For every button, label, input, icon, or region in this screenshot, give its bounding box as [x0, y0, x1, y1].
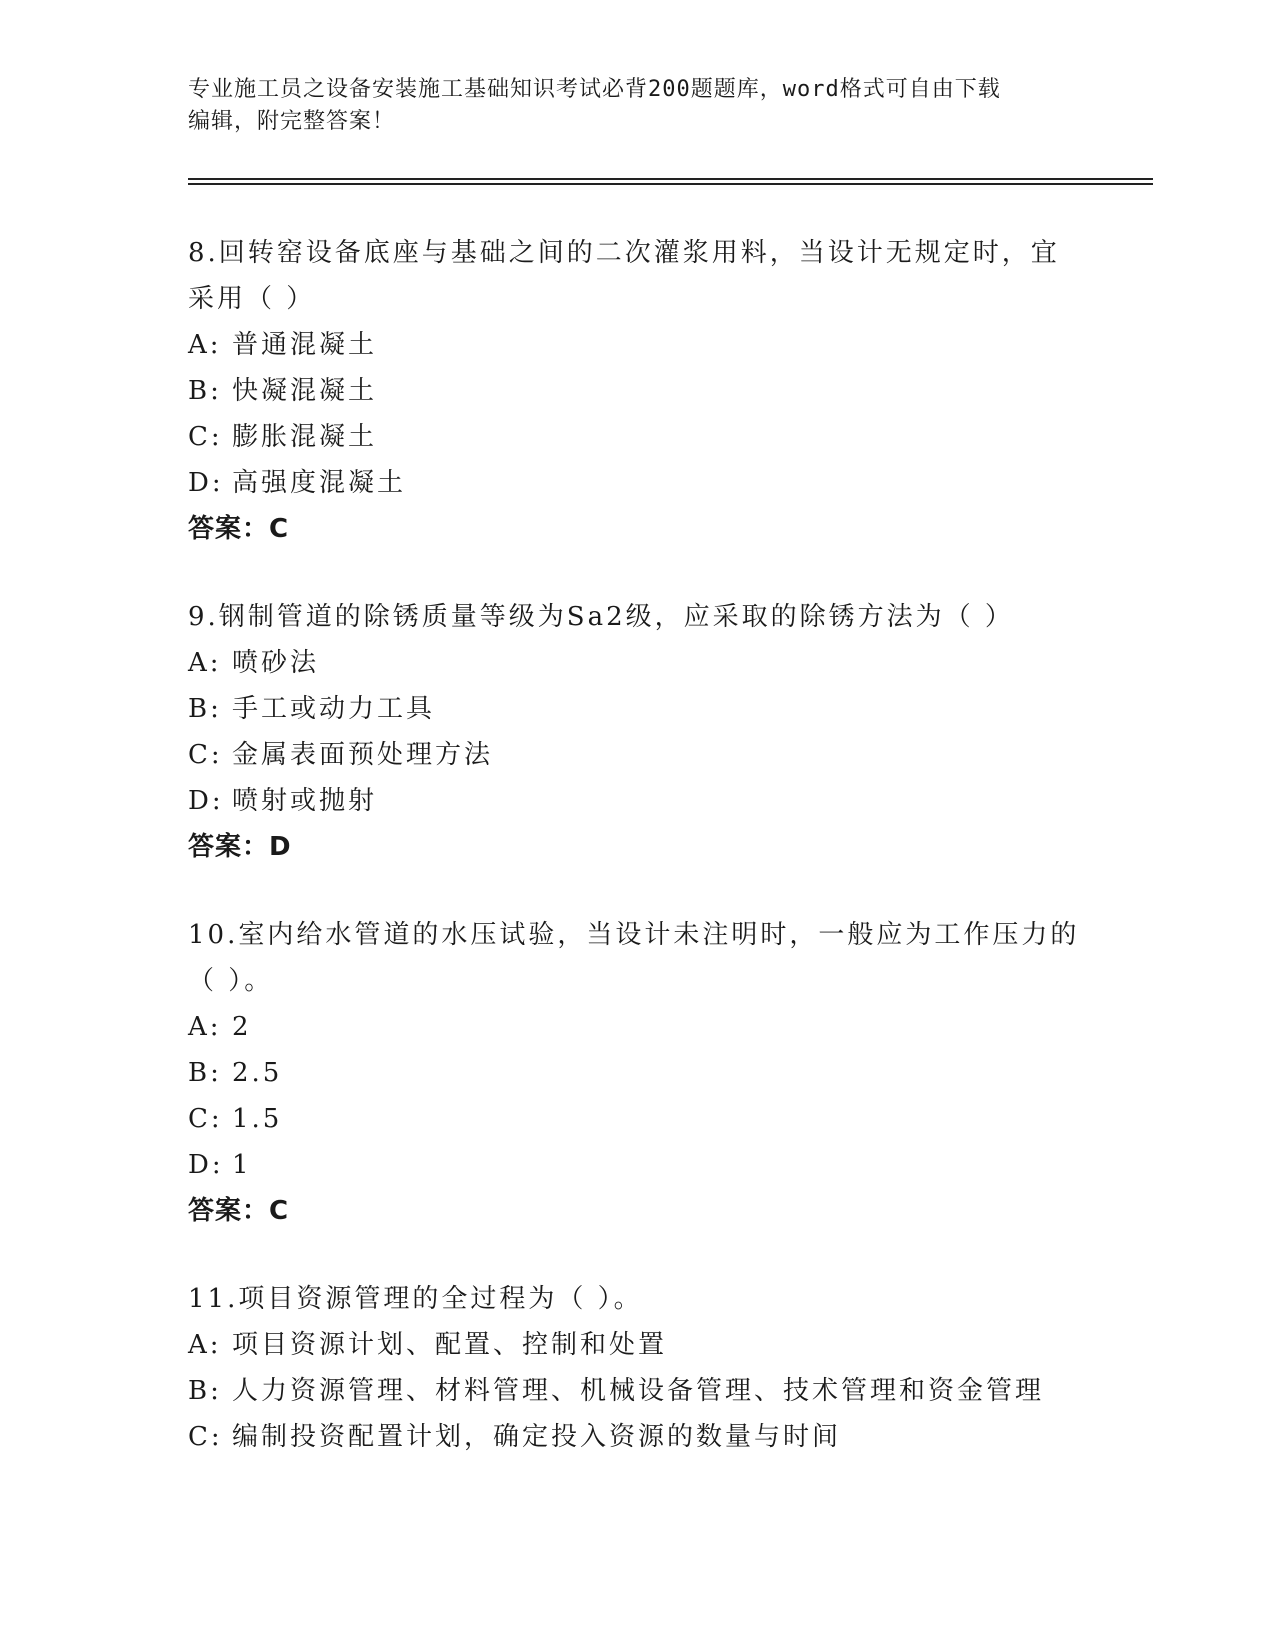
option-d: [188, 460, 1088, 506]
option-letter: C:: [188, 740, 223, 770]
document-header: [188, 74, 1068, 138]
option-c: [188, 1414, 1088, 1460]
option-letter: D:: [188, 468, 224, 498]
option-letter: D:: [188, 1150, 224, 1180]
option-letter: C:: [188, 1422, 223, 1452]
option-text: 人力资源管理、材料管理、机械设备管理、技术管理和资金管理: [232, 1376, 1045, 1406]
header-divider-top: [188, 178, 1153, 180]
question-10: [188, 912, 1088, 1234]
header-line-1: 专业施工员之设备安装施工基础知识考试必背200题题库，word格式可自由下载: [188, 77, 1001, 102]
option-b: [188, 686, 1088, 732]
option-text: 项目资源计划、配置、控制和处置: [232, 1330, 668, 1360]
option-c: [188, 732, 1088, 778]
option-letter: A:: [188, 1012, 222, 1042]
question-text: 9.钢制管道的除锈质量等级为Sa2级，应采取的除锈方法为（ ）: [188, 602, 1014, 632]
option-a: [188, 322, 1088, 368]
option-letter: C:: [188, 1104, 223, 1134]
question-8: [188, 230, 1088, 552]
option-letter: A:: [188, 330, 222, 360]
question-text: 10.室内给水管道的水压试验，当设计未注明时，一般应为工作压力的（ ）。: [188, 920, 1080, 996]
option-letter: B:: [188, 1376, 222, 1406]
option-d: [188, 1142, 1088, 1188]
question-9: [188, 594, 1088, 870]
answer-text: 答案：C: [188, 514, 290, 544]
header-divider-bottom: [188, 183, 1153, 185]
option-text: 1: [232, 1150, 252, 1180]
header-line-2: 编辑，附完整答案！: [188, 109, 396, 134]
option-b: [188, 368, 1088, 414]
option-text: 金属表面预处理方法: [232, 740, 494, 770]
option-text: 1.5: [232, 1104, 283, 1134]
option-text: 高强度混凝土: [232, 468, 407, 498]
question-text: 11.项目资源管理的全过程为（ ）。: [188, 1284, 643, 1314]
option-text: 编制投资配置计划，确定投入资源的数量与时间: [232, 1422, 842, 1452]
answer-text: 答案：C: [188, 1196, 290, 1226]
question-text: 8.回转窑设备底座与基础之间的二次灌浆用料，当设计无规定时，宜采用（ ）: [188, 238, 1060, 314]
option-a: [188, 1004, 1088, 1050]
option-letter: C:: [188, 422, 223, 452]
option-text: 2: [232, 1012, 252, 1042]
option-b: [188, 1368, 1088, 1414]
option-letter: B:: [188, 376, 222, 406]
option-text: 喷射或抛射: [232, 786, 378, 816]
option-text: 快凝混凝土: [232, 376, 378, 406]
option-letter: D:: [188, 786, 224, 816]
option-text: 膨胀混凝土: [232, 422, 378, 452]
option-c: [188, 1096, 1088, 1142]
option-b: [188, 1050, 1088, 1096]
question-11: [188, 1276, 1088, 1460]
option-text: 喷砂法: [232, 648, 320, 678]
option-a: [188, 640, 1088, 686]
option-letter: A:: [188, 1330, 222, 1360]
option-a: [188, 1322, 1088, 1368]
answer-text: 答案：D: [188, 832, 292, 862]
option-letter: B:: [188, 694, 222, 724]
question-list: [188, 230, 1088, 1502]
option-text: 手工或动力工具: [232, 694, 436, 724]
option-text: 2.5: [232, 1058, 283, 1088]
option-d: [188, 778, 1088, 824]
option-c: [188, 414, 1088, 460]
option-letter: A:: [188, 648, 222, 678]
option-letter: B:: [188, 1058, 222, 1088]
option-text: 普通混凝土: [232, 330, 378, 360]
